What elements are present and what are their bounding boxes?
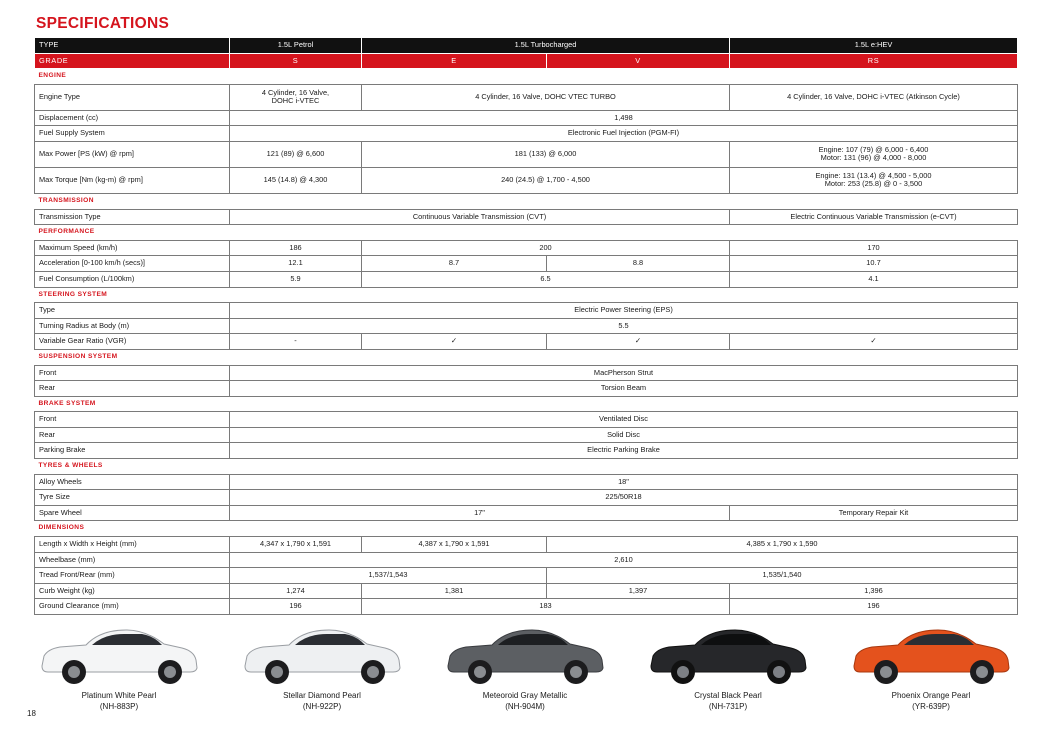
page-number: 18 (27, 709, 36, 718)
table-row (35, 427, 1018, 443)
row-label: Front (35, 365, 230, 381)
table-row (35, 505, 1018, 521)
table-row (35, 110, 1018, 126)
table-cell: Temporary Repair Kit (730, 505, 1018, 521)
table-cell: 5.5 (230, 318, 1018, 334)
table-cell: Electric Continuous Variable Transmission (e-CVT) (730, 209, 1018, 225)
color-code: (NH-731P) (708, 702, 748, 711)
color-gallery (34, 622, 1017, 722)
color-name: Phoenix Orange Pearl (891, 691, 971, 700)
table-cell: 200 (362, 240, 730, 256)
cell-line: DOHC i-VTEC (271, 96, 320, 106)
table-row (35, 599, 1018, 615)
table-row (35, 443, 1018, 459)
section-steering (35, 287, 1018, 303)
row-label: Tyre Size (35, 490, 230, 506)
grade-v: V (547, 53, 730, 69)
row-label: Ground Clearance (mm) (35, 599, 230, 615)
table-cell: 183 (362, 599, 730, 615)
section-heading: TRANSMISSION (35, 193, 1018, 209)
table-cell (730, 167, 1018, 193)
table-row (35, 552, 1018, 568)
row-label: Max Torque [Nm (kg-m) @ rpm] (35, 167, 230, 193)
row-label: Type (35, 303, 230, 319)
table-cell: Continuous Variable Transmission (CVT) (230, 209, 730, 225)
table-cell: 17" (230, 505, 730, 521)
row-label: Engine Type (35, 84, 230, 110)
table-row (35, 84, 1018, 110)
section-dimensions (35, 521, 1018, 537)
section-brake (35, 396, 1018, 412)
table-cell: 1,274 (230, 583, 362, 599)
row-label: Transmission Type (35, 209, 230, 225)
table-cell: Torsion Beam (230, 381, 1018, 397)
table-row (35, 141, 1018, 167)
color-option-platinum-white (34, 622, 204, 722)
row-label: Displacement (cc) (35, 110, 230, 126)
table-row (35, 490, 1018, 506)
specifications-table (34, 37, 1018, 615)
cell-line: 4 Cylinder, 16 Valve, (261, 87, 330, 97)
table-cell: 1,381 (362, 583, 547, 599)
section-heading: PERFORMANCE (35, 225, 1018, 241)
table-row (35, 412, 1018, 428)
table-cell: Electronic Fuel Injection (PGM-FI) (230, 126, 1018, 142)
table-cell: - (230, 334, 362, 350)
row-label: Spare Wheel (35, 505, 230, 521)
table-cell: 4,347 x 1,790 x 1,591 (230, 537, 362, 553)
table-row (35, 126, 1018, 142)
type-turbo: 1.5L Turbocharged (362, 38, 730, 54)
table-cell: 4.1 (730, 271, 1018, 287)
table-row (35, 381, 1018, 397)
color-code: (YR-639P) (912, 702, 950, 711)
cell-line: Engine: 131 (13.4) @ 4,500 - 5,000 (815, 170, 932, 180)
table-cell: 12.1 (230, 256, 362, 272)
row-label: Parking Brake (35, 443, 230, 459)
color-code: (NH-922P) (302, 702, 342, 711)
row-label: Wheelbase (mm) (35, 552, 230, 568)
section-heading: ENGINE (35, 69, 1018, 85)
color-code: (NH-904M) (505, 702, 545, 711)
row-label: Rear (35, 427, 230, 443)
table-cell: 121 (89) @ 6,600 (230, 141, 362, 167)
row-label: Curb Weight (kg) (35, 583, 230, 599)
table-cell: 6.5 (362, 271, 730, 287)
table-cell: ✓ (547, 334, 730, 350)
row-label: Turning Radius at Body (m) (35, 318, 230, 334)
color-name: Stellar Diamond Pearl (283, 691, 361, 700)
table-cell: 8.7 (362, 256, 547, 272)
table-row (35, 240, 1018, 256)
row-label: Length x Width x Height (mm) (35, 537, 230, 553)
section-heading: BRAKE SYSTEM (35, 396, 1018, 412)
row-label: Acceleration [0-100 km/h (secs)] (35, 256, 230, 272)
section-heading: TYRES & WHEELS (35, 459, 1018, 475)
table-cell: 240 (24.5) @ 1,700 - 4,500 (362, 167, 730, 193)
grade-label: GRADE (35, 53, 230, 69)
color-option-stellar-diamond (237, 622, 407, 722)
color-caption (846, 690, 1016, 712)
row-label: Variable Gear Ratio (VGR) (35, 334, 230, 350)
type-header-row (35, 38, 1018, 54)
table-cell: ✓ (730, 334, 1018, 350)
table-row (35, 167, 1018, 193)
table-cell: 1,396 (730, 583, 1018, 599)
table-cell: Ventilated Disc (230, 412, 1018, 428)
table-cell: 170 (730, 240, 1018, 256)
color-caption (237, 690, 407, 712)
table-cell: 196 (730, 599, 1018, 615)
color-caption (34, 690, 204, 712)
car-image (237, 622, 407, 688)
color-caption (643, 690, 813, 712)
table-cell: 5.9 (230, 271, 362, 287)
table-row (35, 318, 1018, 334)
table-cell: ✓ (362, 334, 547, 350)
table-row (35, 568, 1018, 584)
table-row (35, 583, 1018, 599)
section-heading: SUSPENSION SYSTEM (35, 349, 1018, 365)
table-row (35, 537, 1018, 553)
row-label: Max Power [PS (kW) @ rpm] (35, 141, 230, 167)
table-cell: Solid Disc (230, 427, 1018, 443)
type-label: TYPE (35, 38, 230, 54)
table-cell: 2,610 (230, 552, 1018, 568)
table-cell: 181 (133) @ 6,000 (362, 141, 730, 167)
section-transmission (35, 193, 1018, 209)
car-image (34, 622, 204, 688)
table-cell: 4 Cylinder, 16 Valve, DOHC i-VTEC (Atkinson Cycle) (730, 84, 1018, 110)
section-engine (35, 69, 1018, 85)
table-cell (730, 141, 1018, 167)
color-name: Crystal Black Pearl (694, 691, 762, 700)
row-label: Fuel Supply System (35, 126, 230, 142)
table-cell: 4,385 x 1,790 x 1,590 (547, 537, 1018, 553)
cell-line: Engine: 107 (79) @ 6,000 - 6,400 (818, 144, 929, 154)
row-label: Rear (35, 381, 230, 397)
grade-row (35, 53, 1018, 69)
table-cell: 8.8 (547, 256, 730, 272)
page-title: SPECIFICATIONS (36, 15, 170, 32)
table-cell: 1,498 (230, 110, 1018, 126)
table-cell: 145 (14.8) @ 4,300 (230, 167, 362, 193)
table-row (35, 209, 1018, 225)
car-image (643, 622, 813, 688)
color-code: (NH-883P) (99, 702, 139, 711)
car-image (440, 622, 610, 688)
color-name: Meteoroid Gray Metallic (482, 691, 568, 700)
car-image (846, 622, 1016, 688)
section-suspension (35, 349, 1018, 365)
color-option-crystal-black (643, 622, 813, 722)
section-heading: STEERING SYSTEM (35, 287, 1018, 303)
table-cell (230, 84, 362, 110)
table-cell: 196 (230, 599, 362, 615)
type-ehev: 1.5L e:HEV (730, 38, 1018, 54)
table-cell: Electric Power Steering (EPS) (230, 303, 1018, 319)
section-performance (35, 225, 1018, 241)
cell-line: Motor: 131 (96) @ 4,000 - 8,000 (820, 153, 927, 163)
section-tyres (35, 459, 1018, 475)
table-cell: 10.7 (730, 256, 1018, 272)
type-petrol: 1.5L Petrol (230, 38, 362, 54)
color-name: Platinum White Pearl (81, 691, 157, 700)
table-cell: 225/50R18 (230, 490, 1018, 506)
section-heading: DIMENSIONS (35, 521, 1018, 537)
grade-rs: RS (730, 53, 1018, 69)
row-label: Alloy Wheels (35, 474, 230, 490)
color-caption (440, 690, 610, 712)
table-cell: 4,387 x 1,790 x 1,591 (362, 537, 547, 553)
row-label: Maximum Speed (km/h) (35, 240, 230, 256)
table-cell: 1,535/1,540 (547, 568, 1018, 584)
color-option-meteoroid-gray (440, 622, 610, 722)
table-cell: 1,537/1,543 (230, 568, 547, 584)
grade-s: S (230, 53, 362, 69)
row-label: Tread Front/Rear (mm) (35, 568, 230, 584)
table-row (35, 271, 1018, 287)
table-cell: Electric Parking Brake (230, 443, 1018, 459)
row-label: Front (35, 412, 230, 428)
table-row (35, 303, 1018, 319)
table-row (35, 474, 1018, 490)
table-row (35, 334, 1018, 350)
table-cell: MacPherson Strut (230, 365, 1018, 381)
table-cell: 186 (230, 240, 362, 256)
table-row (35, 365, 1018, 381)
table-cell: 1,397 (547, 583, 730, 599)
table-cell: 18" (230, 474, 1018, 490)
row-label: Fuel Consumption (L/100km) (35, 271, 230, 287)
cell-line: Motor: 253 (25.8) @ 0 - 3,500 (824, 179, 923, 189)
color-option-phoenix-orange (846, 622, 1016, 722)
table-row (35, 256, 1018, 272)
grade-e: E (362, 53, 547, 69)
table-cell: 4 Cylinder, 16 Valve, DOHC VTEC TURBO (362, 84, 730, 110)
